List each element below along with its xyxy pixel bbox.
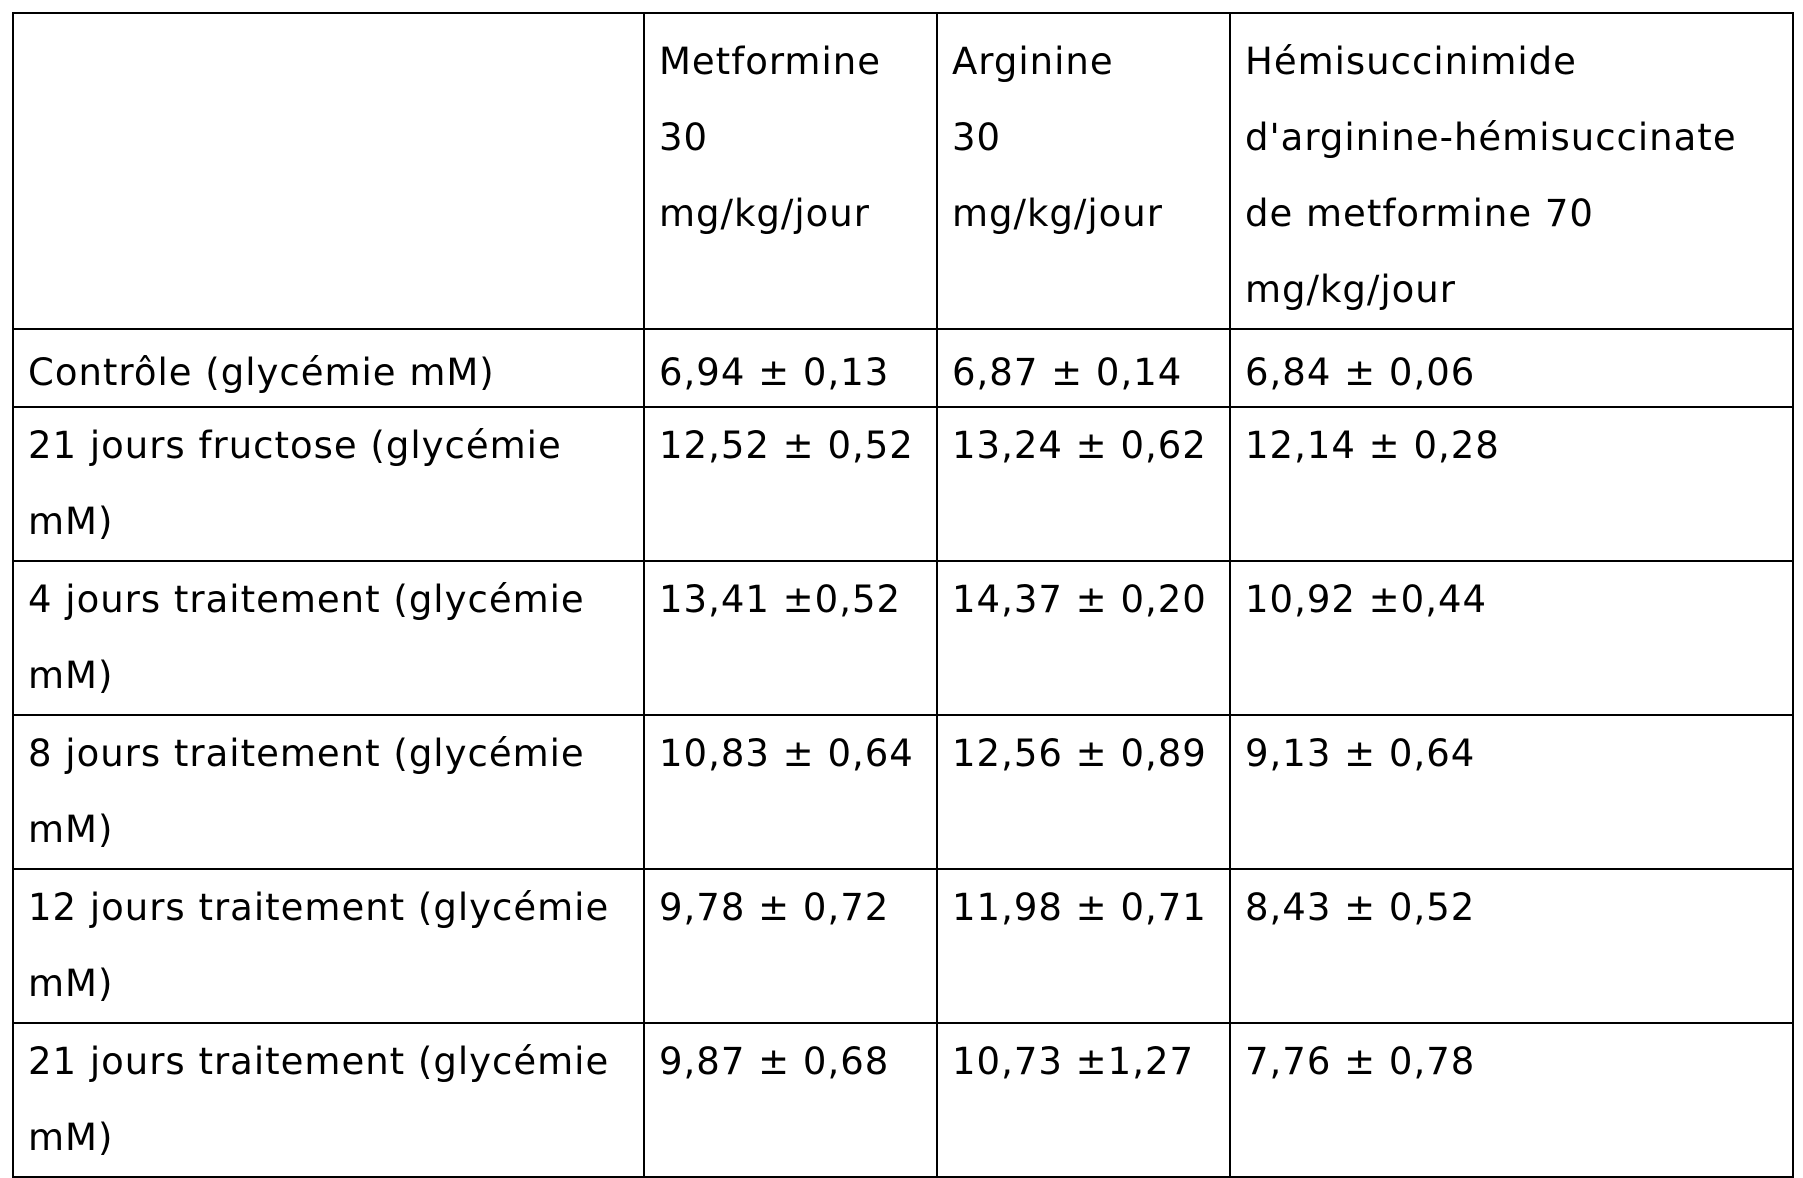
header-metformine: [644, 13, 937, 329]
row-label: 21 jours traitement (glycémie mM): [13, 1023, 644, 1177]
header-line: mg/kg/jour: [1245, 268, 1456, 311]
table-cell: 13,41 ±0,52: [644, 561, 937, 715]
header-empty-cell: [13, 13, 644, 329]
header-line: d'arginine-hémisuccinate: [1245, 116, 1737, 159]
header-line: Hémisuccinimide: [1245, 40, 1577, 83]
table-row: [13, 407, 1793, 561]
table-row: [13, 869, 1793, 1023]
table-cell: 11,98 ± 0,71: [937, 869, 1230, 1023]
table-header-row: [13, 13, 1793, 329]
table-cell: 9,13 ± 0,64: [1230, 715, 1793, 869]
glycemia-results-table: [12, 12, 1794, 1178]
header-line: Metformine: [659, 40, 881, 83]
table-cell: 12,56 ± 0,89: [937, 715, 1230, 869]
table-cell: 14,37 ± 0,20: [937, 561, 1230, 715]
row-label: Contrôle (glycémie mM): [13, 329, 644, 407]
header-hemisuccinimide: [1230, 13, 1793, 329]
table-cell: 6,94 ± 0,13: [644, 329, 937, 407]
table-row: [13, 329, 1793, 407]
row-label: 4 jours traitement (glycémie mM): [13, 561, 644, 715]
table-cell: 10,92 ±0,44: [1230, 561, 1793, 715]
row-label: 21 jours fructose (glycémie mM): [13, 407, 644, 561]
header-line: mg/kg/jour: [952, 192, 1163, 235]
row-label: 8 jours traitement (glycémie mM): [13, 715, 644, 869]
header-line: Arginine: [952, 40, 1114, 83]
table-cell: 12,14 ± 0,28: [1230, 407, 1793, 561]
table-cell: 12,52 ± 0,52: [644, 407, 937, 561]
table-cell: 9,87 ± 0,68: [644, 1023, 937, 1177]
table-row: [13, 561, 1793, 715]
header-arginine: [937, 13, 1230, 329]
table-cell: 9,78 ± 0,72: [644, 869, 937, 1023]
header-line: de metformine 70: [1245, 192, 1594, 235]
row-label: 12 jours traitement (glycémie mM): [13, 869, 644, 1023]
table-cell: 10,83 ± 0,64: [644, 715, 937, 869]
table-cell: 7,76 ± 0,78: [1230, 1023, 1793, 1177]
table-cell: 6,84 ± 0,06: [1230, 329, 1793, 407]
table-cell: 6,87 ± 0,14: [937, 329, 1230, 407]
header-line: mg/kg/jour: [659, 192, 870, 235]
header-line: 30: [952, 116, 1002, 159]
table-cell: 8,43 ± 0,52: [1230, 869, 1793, 1023]
table-cell: 10,73 ±1,27: [937, 1023, 1230, 1177]
table-cell: 13,24 ± 0,62: [937, 407, 1230, 561]
table-row: [13, 715, 1793, 869]
table-row: [13, 1023, 1793, 1177]
header-line: 30: [659, 116, 709, 159]
